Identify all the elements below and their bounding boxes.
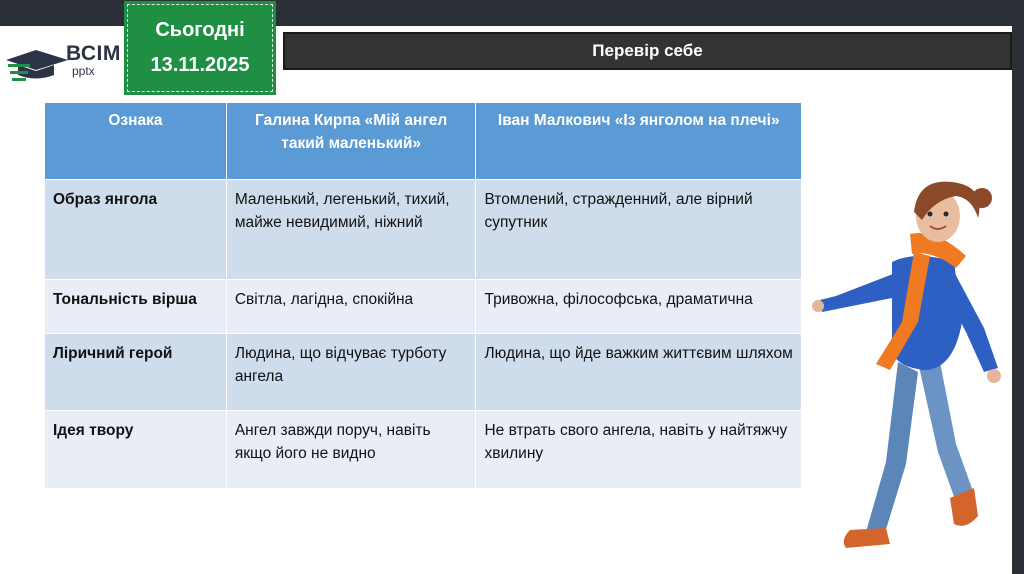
logo-sub: pptx (72, 64, 95, 78)
slide-frame-right (1012, 0, 1024, 574)
table-header-row (45, 103, 802, 180)
slide-title: Перевір себе (283, 32, 1012, 70)
date-label: Сьогодні (155, 19, 245, 41)
table-row (45, 411, 802, 489)
header-kyrpa: Галина Кирпа «Мій ангел такий маленький» (226, 103, 476, 180)
table-row (45, 334, 802, 411)
row-feature: Образ янгола (45, 180, 227, 280)
row-malkovych: Тривожна, філософська, драматична (476, 280, 802, 334)
row-malkovych: Не втрать свого ангела, навіть у найтяжчу хвилину (476, 411, 802, 489)
row-feature: Ліричний герой (45, 334, 227, 411)
row-malkovych: Втомлений, стражденний, але вірний супутник (476, 180, 802, 280)
walking-girl-illustration (806, 172, 1012, 562)
row-kyrpa: Світла, лагідна, спокійна (226, 280, 476, 334)
row-malkovych: Людина, що йде важким життєвим шляхом (476, 334, 802, 411)
row-feature: Ідея твору (45, 411, 227, 489)
date-value: 13.11.2025 (150, 54, 250, 76)
row-kyrpa: Ангел завжди поруч, навіть якщо його не видно (226, 411, 476, 489)
table-row (45, 280, 802, 334)
header-malkovych: Іван Малкович «Із янголом на плечі» (476, 103, 802, 180)
comparison-table (44, 102, 802, 489)
row-kyrpa: Людина, що відчуває турботу ангела (226, 334, 476, 411)
table-row (45, 180, 802, 280)
header-feature: Ознака (45, 103, 227, 180)
logo-name: ВСІМ (66, 42, 121, 65)
date-badge (127, 4, 273, 92)
row-feature: Тональність вірша (45, 280, 227, 334)
row-kyrpa: Маленький, легенький, тихий, майже невидимий, ніжний (226, 180, 476, 280)
